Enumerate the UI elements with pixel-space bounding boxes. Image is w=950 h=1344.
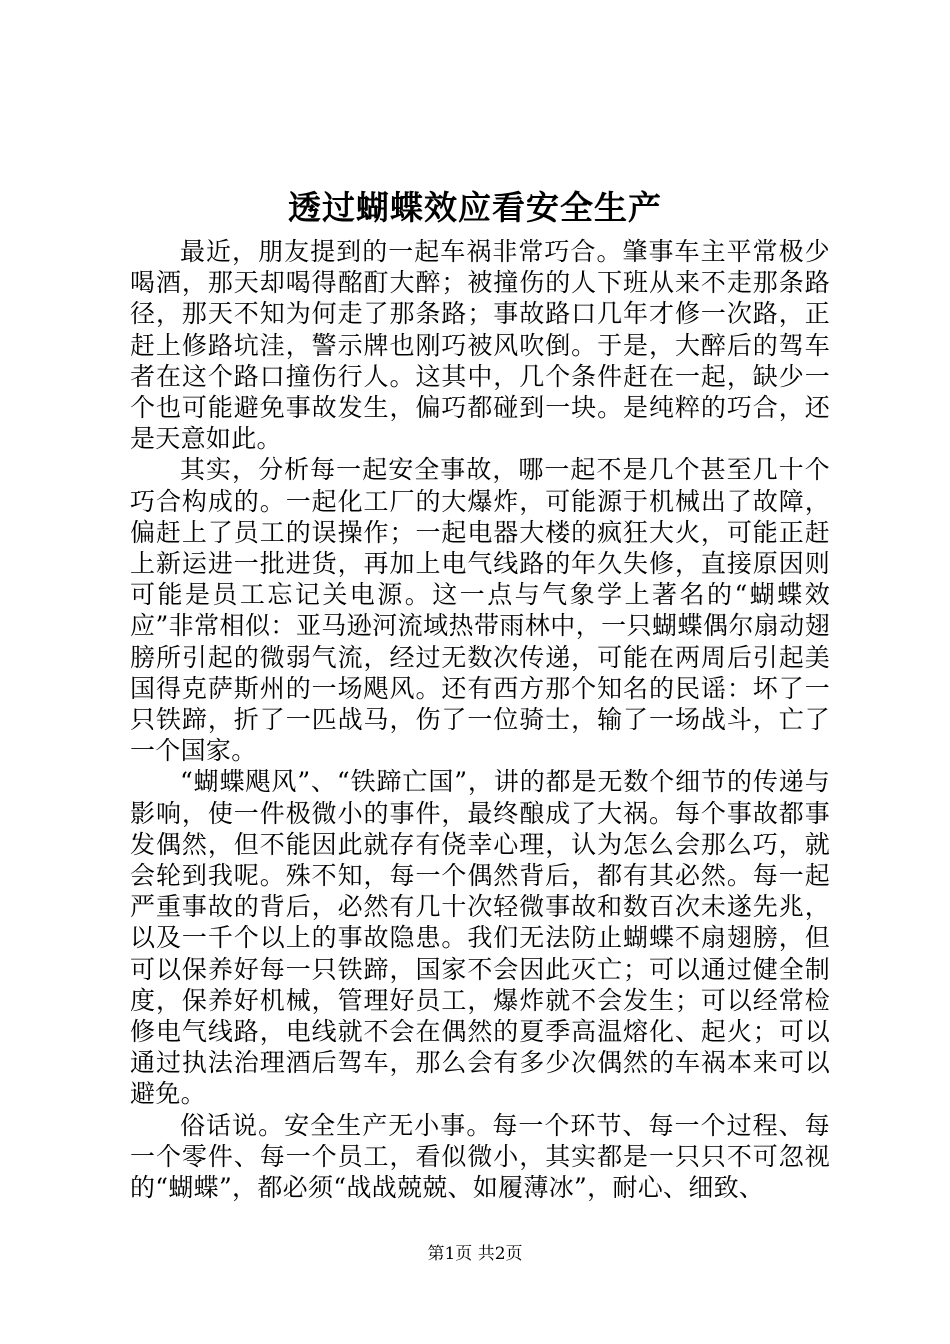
page-footer: 第1页 共2页 bbox=[427, 1244, 523, 1264]
paragraph-2: 其实，分析每一起安全事故，哪一起不是几个甚至几十个巧合构成的。一起化工厂的大爆炸，可能源于机械出了故障，偏赶上了员工的误操作；一起电器大楼的疯狂大火，可能正赶上新运进一批进货，再加上电气线路的年久失修，直接原因则可能是员工忘记关电源。这一点与气象学上著名的“蝴蝶效应”非常相似：亚马逊河流域热带雨林中，一只蝴蝶偶尔扇动翅膀所引起的微弱气流，经过无数次传递，可能在两周后引起美国得克萨斯州的一场飓风。还有西方那个知名的民谣：坏了一只铁蹄，折了一匹战马，伤了一位骑士，输了一场战斗，亡了一个国家。 bbox=[130, 455, 830, 766]
paragraph-1: 最近，朋友提到的一起车祸非常巧合。肇事车主平常极少喝酒，那天却喝得酩酊大醉；被撞伤的人下班从来不走那条路径，那天不知为何走了那条路；事故路口几年才修一次路，正赶上修路坑洼，警示牌也刚巧被风吹倒。于是，大醉后的驾车者在这个路口撞伤行人。这其中，几个条件赶在一起，缺少一个也可能避免事故发生，偏巧都碰到一块。是纯粹的巧合，还是天意如此。 bbox=[130, 237, 830, 454]
document-title: 透过蝴蝶效应看安全生产 bbox=[288, 188, 662, 227]
document-body bbox=[130, 236, 830, 1203]
paragraph-3: “蝴蝶飓风”、“铁蹄亡国”，讲的都是无数个细节的传递与影响，使一件极微小的事件，最终酿成了大祸。每个事故都事发偶然，但不能因此就存有侥幸心理，认为怎么会那么巧，就会轮到我呢。殊不知，每一个偶然背后，都有其必然。每一起严重事故的背后，必然有几十次轻微事故和数百次未遂先兆，以及一千个以上的事故隐患。我们无法防止蝴蝶不扇翅膀，但可以保养好每一只铁蹄，国家不会因此灭亡；可以通过健全制度，保养好机械，管理好员工，爆炸就不会发生；可以经常检修电气线路，电线就不会在偶然的夏季高温熔化、起火；可以通过执法治理酒后驾车，那么会有多少次偶然的车祸本来可以避免。 bbox=[130, 767, 830, 1109]
paragraph-4: 俗话说。安全生产无小事。每一个环节、每一个过程、每一个零件、每一个员工，看似微小，其实都是一只只不可忽视的“蝴蝶”，都必须“战战兢兢、如履薄冰”，耐心、细致、 bbox=[130, 1110, 830, 1203]
